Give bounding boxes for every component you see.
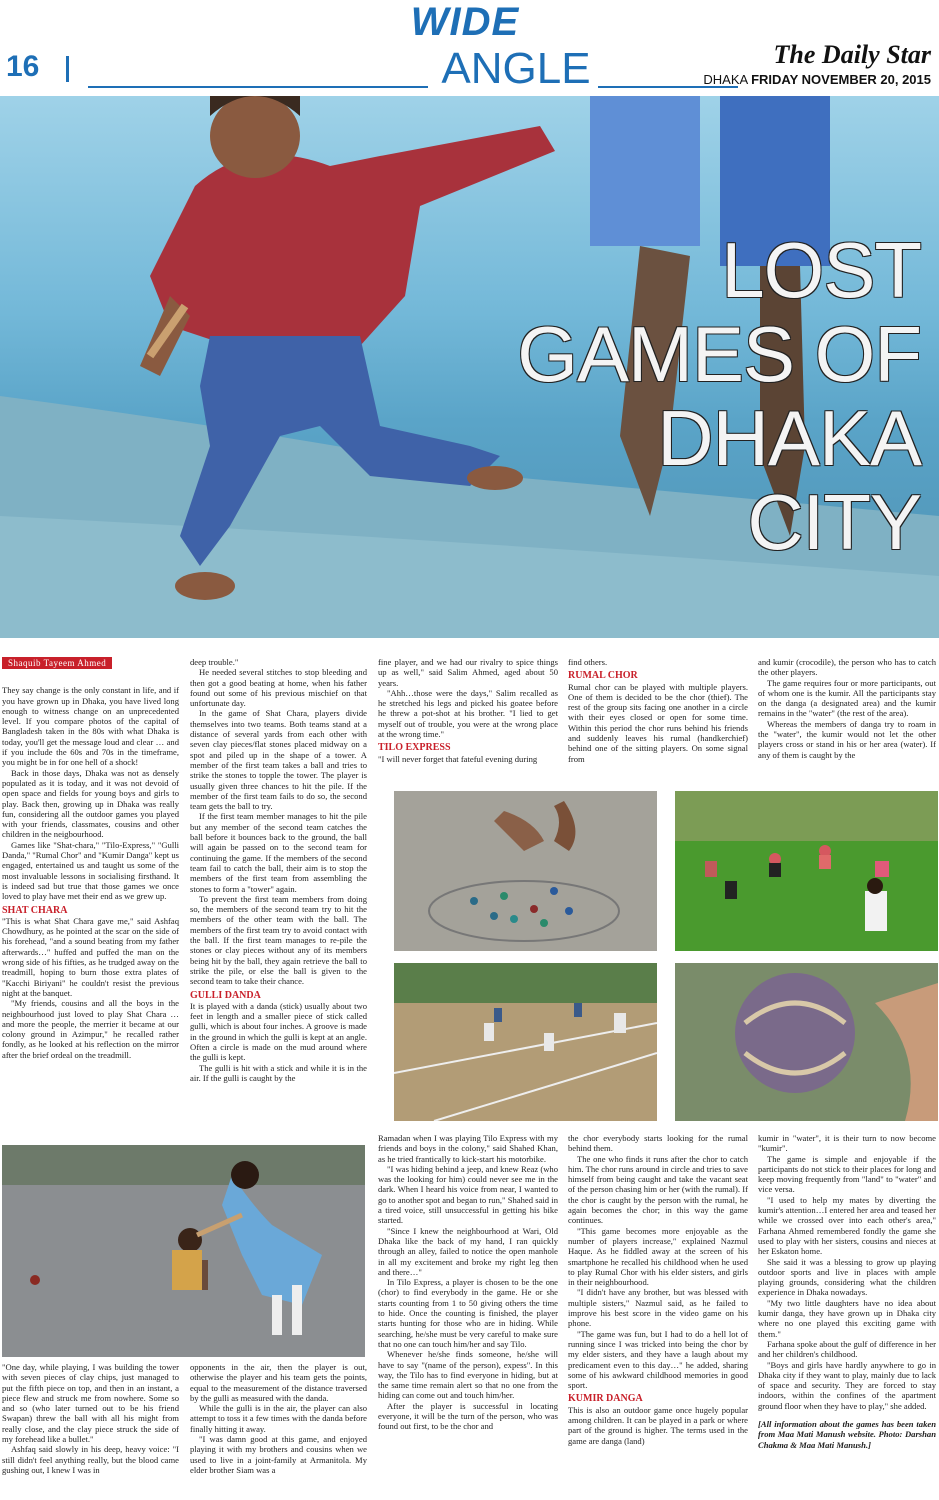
headline-line-2: GAMES OF: [517, 310, 921, 398]
paragraph: The one who finds it runs after the chor to catch him. The chor runs around in circle and tries to save himself from being caught and take the vacant seat of the person chasing him or her (with the rumal). If the chor is caught by the person with the rumal, he again becomes the chor; in this way the game continues.: [568, 1153, 748, 1226]
photo-field-game: [394, 963, 657, 1121]
column-3-bottom: [378, 1133, 558, 1432]
column-1: [2, 657, 179, 1060]
photo-marbles: [394, 791, 657, 951]
paragraph: "This is what Shat Chara gave me," said Ashfaq Chowdhury, as he pointed at the scar on the side of his forehead, "and a sound beating from my father afterwards…" huffed and puffed the man on the wrong side of his fifties, as he trudged away on the treadmill, hoping to burn those extra plates of "Kacchi Biriyani" he couldn't resist the previous night at the banquet.: [2, 915, 179, 998]
paragraph: find others.: [568, 657, 608, 667]
dateline: [703, 72, 931, 87]
column-4-top: [568, 657, 748, 764]
paragraph: "Boys and girls have hardly anywhere to go in Dhaka city if they want to play, mainly due to lack of space and security. They are forced to stay indoors, within the confines of the apartment ground floor when they have to play," she added.: [758, 1359, 936, 1411]
paragraph: "This game becomes more enjoyable as the number of players increase," explained Nazmul Haque. As he fiddled away at the screen of his smartphone he recalled his childhood when he used to play Rumal Chor with his elder sisters, and girls in their neighbourhood.: [568, 1225, 748, 1288]
paragraph: Rumal chor can be played with multiple players. One of them is decided to be the chor (thief). The rest of the group sits facing one another in a circle with their eyes closed or open for some time. Within this period the chor runs behind his friends and suddenly leaves his rumal (handkerchief) behind one of the sitting players. On some signal from: [568, 681, 748, 764]
source-note: [All information about the games has been taken from Maa Mati Manush website. Photo: Darshan Chakma & Maa Mati Manush.]: [758, 1419, 936, 1450]
section-title-angle: ANGLE: [441, 44, 591, 93]
subhead-rumal-chor: RUMAL CHOR: [568, 670, 638, 682]
headline: [501, 228, 921, 564]
column-2-bottom: [190, 1362, 367, 1475]
paragraph: Ashfaq said slowly in his deep, heavy voice: "I still didn't feel anything really, but the blood came gushing out, I knew I was in: [2, 1444, 179, 1475]
byline: Shaquib Tayeem Ahmed: [2, 657, 112, 669]
paragraph: The gulli is hit with a stick and while it is in the air. If the gulli is caught by the: [190, 1062, 367, 1083]
paragraph: She said it was a blessing to grow up playing outdoor sports and live in places with ample playing grounds, considering what the children experience in Dhaka nowadays.: [758, 1256, 936, 1298]
paragraph: "One day, while playing, I was building the tower with seven pieces of clay chips, just managed to put the fifth piece on top, and then in an instant, a piece flew and struck me from nowhere. Some so and so (who later turned out to be his friend Swapan) threw the ball with all his might from really close, and the clay piece struck the side of my forehead like a bullet.": [2, 1362, 179, 1445]
masthead-rule-left: [88, 86, 428, 88]
subhead-kumir-danga: KUMIR DANGA: [568, 1393, 643, 1405]
paragraph: Whereas the members of danga try to roam in the "water", the kumir would not let the other players cross or stand in his or her area (water). If any of them is caught by the: [758, 718, 936, 760]
paragraph: To prevent the first team members from doing so, the members of the second team try to hit the members of the other team with the ball. The members of the first team try to avoid contact with the ball. If the first team manages to re-pile the stones or clay pieces without any of its members being hit by the ball, they again retrieve the ball to strike the pile, or else the ball is given to the second team to take their chance.: [190, 893, 367, 987]
column-5-top: [758, 657, 936, 760]
newspaper-name: The Daily Star: [773, 40, 931, 69]
column-5-bottom: [758, 1133, 936, 1450]
page-number-divider: [66, 56, 69, 82]
paragraph: "I used to help my mates by diverting the kumir's attention…I entered her area and teased her while we crossed over into each other's area," Farhana Ahmed remembered fondly the game she used to play with her sisters, cousins and nieces at her Eskaton home.: [758, 1194, 936, 1257]
paragraph: In the game of Shat Chara, players divide themselves into two teams. Both teams stand at a distance of several yards from each other with seven clay pieces/flat stones placed midway on a spot and piled up in the shape of a tower. A member of the first team takes a ball and tries to strike the stones to topple the tower. The player is usually given three chances to hit the pile. If the member of the first team fails to do so, the second team gets the ball to try.: [190, 708, 367, 812]
paragraph: Back in those days, Dhaka was not as densely populated as it is today, and it was not devoid of open space and fields for young boys and girls to play. Back then, growing up in Dhaka was really fun, considering all the outdoor games you played with your friends, classmates, cousins and other children in the neigbourhood.: [2, 767, 179, 840]
paragraph: "I will never forget that fateful evening during: [378, 753, 538, 764]
paragraph: kumir in "water", it is their turn to now become "kumir".: [758, 1133, 936, 1154]
paragraph: If the first team member manages to hit the pile but any member of the second team catches the ball before it bounces back to the ground, the ball will again be passed on to the second team for continuing the game. If the members of the second team fail to catch the ball, their aim is to stop the members of the first team from assembling the stones to form a "tower" again.: [190, 811, 367, 894]
paragraph: "The game was fun, but I had to do a hell lot of running since I was tricked into being the chor by my elder sisters, and they have a laugh about my predicament even to this day…" he added, sharing some of his awkward childhood memories in good sport.: [568, 1328, 748, 1391]
photo-rumal-chor-circle: [675, 791, 938, 951]
paragraph: He needed several stitches to stop bleeding and then got a good beating at home, when his father found out some of his previous mischief on that unfortunate day.: [190, 667, 367, 709]
paragraph: Ramadan when I was playing Tilo Express with my friends and boys in the colony," said Shahed Khan, as he tried frantically to kick-start his motorbike.: [378, 1133, 558, 1164]
column-1-bottom: [2, 1362, 179, 1475]
column-3-top: [378, 657, 558, 764]
photo-ball-in-hand: [675, 963, 938, 1121]
dateline-city: DHAKA: [703, 72, 748, 87]
paragraph: It is played with a danda (stick) usually about two feet in length and a smaller piece of stick called gulli, which is about four inches. A groove is made in the ground in which the gulli is kept at an angle. Often a circle is made on the mud around where the gulli is kept.: [190, 1000, 367, 1063]
paragraph: "I didn't have any brother, but was blessed with multiple sisters," Nazmul said, as he failed to improve his best score in the video game on his phone.: [568, 1287, 748, 1329]
paragraph: This is also an outdoor game once hugely popular among children. It can be played in a park or where part of the ground is higher. The terms used in the game are danga (land): [568, 1404, 748, 1446]
paragraph: "I was damn good at this game, and enjoyed playing it with my brothers and cousins when we used to live in a joint-family at Armanitola. My elder brother Siam was a: [190, 1434, 367, 1475]
paragraph: In Tilo Express, a player is chosen to be the one (chor) to find everybody in the game. He or she starts counting from 1 to 50 giving others the time to hide. Once the counting is finished, the player starts hunting for those who are in hiding. While searching, he/she must be very careful to make sure that no one can touch him/her and say Tilo.: [378, 1277, 558, 1349]
paragraph: Farhana spoke about the gulf of difference in her and her children's childhood.: [758, 1338, 936, 1360]
section-title-wide: WIDE: [410, 0, 520, 44]
paragraph: fine player, and we had our rivalry to spice things up as well," said Salim Ahmed, aged about 50 years.: [378, 657, 558, 688]
paragraph: While the gulli is in the air, the player can also attempt to toss it a few times with the danda before finally hitting it away.: [190, 1403, 367, 1434]
dateline-date: FRIDAY NOVEMBER 20, 2015: [751, 72, 931, 87]
paragraph: the chor everybody starts looking for the rumal behind them.: [568, 1133, 748, 1154]
paragraph: and kumir (crocodile), the person who has to catch the other players.: [758, 657, 936, 678]
hero-photo: [0, 96, 939, 638]
paragraph: "Since I knew the neighbourhood at Wari, Old Dhaka like the back of my hand, I ran quickly through an alley, failed to notice the open manhole in all my excitement and broke my right leg then and there…": [378, 1225, 558, 1277]
headline-line-4: CITY: [747, 478, 921, 566]
paragraph: "Ahh…those were the days," Salim recalled as he stretched his legs and picked his goatee before he threw a pot-shot at his brother. "I lied to get myself out of trouble, you were at the wrong place at the wrong time.": [378, 687, 558, 740]
paragraph: deep trouble.": [190, 657, 239, 667]
photo-children-playing: [2, 1145, 365, 1357]
column-2: [190, 657, 367, 1083]
paragraph: The game is simple and enjoyable if the participants do not stick to their places for long and keep moving frequently from "land" to "water" and vice versa.: [758, 1153, 936, 1195]
paragraph: Whenever he/she finds someone, he/she will have to say "(name of the person), expess". In this way, the Tilo has to find everyone in hiding, but at the same time remain alert so that no one from the hiding can come out and touch him/her.: [378, 1349, 558, 1401]
subhead-tilo-express: TILO EXPRESS: [378, 742, 451, 754]
paragraph: They say change is the only constant in life, and if you have grown up in Dhaka, you have lived long enough to witness change on an unprecedented level. If you compare photos of the capital of Bangladesh taken in the 80s with what Dhaka is today, you'll get the message loud and clear … and if you include the 60s and 70s in the timeframe, you might be in for one hell of a shock!: [2, 685, 179, 768]
paragraph: The game requires four or more participants, out of whom one is the kumir. All the participants stay on the danga (a designated area) and the kumir remains in the "water" (the rest of the area).: [758, 677, 936, 719]
paragraph: opponents in the air, then the player is out, otherwise the player and his team gets the points, equal to the measurement of the distance traversed by the gulli as measured with the danda.: [190, 1362, 367, 1403]
subhead-gulli-danda: GULLI DANDA: [190, 989, 261, 1001]
subhead-shat-chara: SHAT CHARA: [2, 904, 68, 916]
page-number: 16: [6, 50, 40, 83]
column-4-bottom: [568, 1133, 748, 1446]
paragraph: Games like "Shat-chara," "Tilo-Express," "Gulli Danda," "Rumal Chor" and "Kumir Danga" kept us engaged, entertained us and taught us some of the most invaluable lessons in socialising firsthand. It is indeed sad but true that those games we once loved to play have met their end as we grew up.: [2, 839, 179, 902]
headline-line-1: LOST: [721, 226, 921, 314]
paragraph: After the player is successful in locating everyone, it will be the turn of the person, who was found out first, to be the chor and: [378, 1400, 558, 1432]
paragraph: "My friends, cousins and all the boys in the neighbourhood just loved to play Shat Chara … and more the people, the merrier it became at our colony ground in Azimpur," he recalled rather fondly, as he looked at his reflection on the mirror after the brief ordeal on the treadmill.: [2, 998, 179, 1060]
headline-line-3: DHAKA: [657, 394, 921, 482]
paragraph: "I was hiding behind a jeep, and knew Reaz (who was the looking for him) could never see me in the dark. When I heard his voice from near, I wanted to go to another spot and began to run," Shahed said in a tired voice, still unsuccessful in getting his bike started.: [378, 1163, 558, 1226]
paragraph: "My two little daughters have no idea about kumir danga, they have grown up in Dhaka city where no one played this exciting game with them.": [758, 1297, 936, 1339]
